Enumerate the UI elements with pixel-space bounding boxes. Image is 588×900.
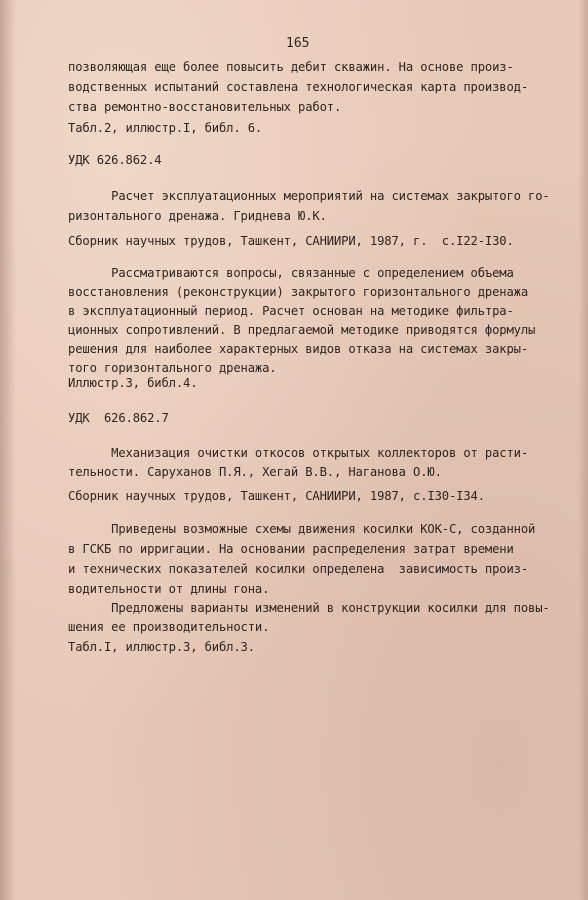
- abstract-line: восстановления (реконструкции) закрытого горизонтального дренажа: [68, 285, 528, 299]
- entry-title-line: Расчет эксплуатационных мероприятий на системах закрытого го-: [68, 189, 550, 203]
- abstract-line: в эксплуатационный период. Расчет основан на методике фильтра-: [68, 304, 514, 318]
- entry-source: Сборник научных трудов, Ташкент, САНИИРИ, 1987, с.I30-I34.: [68, 489, 485, 503]
- page-number: 165: [286, 36, 310, 51]
- abstract-line: Предложены варианты изменений в конструкции косилки для повы-: [68, 601, 550, 615]
- bibliographic-meta: Табл.2, иллюстр.I, библ. 6.: [68, 121, 263, 135]
- entry-title-line: Механизация очистки откосов открытых коллекторов от расти-: [68, 446, 528, 460]
- abstract-line: решения для наиболее характерных видов отказа на системах закры-: [68, 342, 528, 356]
- abstract-line: ционных сопротивлений. В предлагаемой методике приводятся формулы: [68, 323, 536, 337]
- abstract-line: водительности от длины гона.: [68, 582, 270, 596]
- entry-source: Сборник научных трудов, Ташкент, САНИИРИ, 1987, г. с.I22-I30.: [68, 234, 514, 248]
- abstract-line: шения ее производительности.: [68, 620, 270, 634]
- text-line: водственных испытаний составлена технологическая карта производ-: [68, 80, 528, 94]
- text-line: ства ремонтно-восстановительных работ.: [68, 100, 342, 114]
- entry-title-line: ризонтального дренажа. Гриднева Ю.К.: [68, 209, 327, 223]
- abstract-line: Рассматриваются вопросы, связанные с определением объема: [68, 266, 514, 280]
- bibliographic-meta: Иллюстр.3, библ.4.: [68, 376, 198, 390]
- abstract-line: того горизонтального дренажа.: [68, 361, 277, 375]
- text-line: позволяющая еще более повысить дебит скважин. На основе произ-: [68, 60, 514, 74]
- entry-title-line: тельности. Саруханов П.Я., Хегай В.В., Наганова О.Ю.: [68, 465, 442, 479]
- abstract-line: Приведены возможные схемы движения косилки КОК-С, созданной: [68, 522, 536, 536]
- udc-code: УДК 626.862.7: [68, 411, 169, 425]
- bibliographic-meta: Табл.I, иллюстр.3, библ.3.: [68, 640, 255, 654]
- abstract-line: и технических показателей косилки определена зависимость произ-: [68, 562, 528, 576]
- abstract-line: в ГСКБ по ирригации. На основании распределения затрат времени: [68, 542, 514, 556]
- udc-code: УДК 626.862.4: [68, 153, 162, 167]
